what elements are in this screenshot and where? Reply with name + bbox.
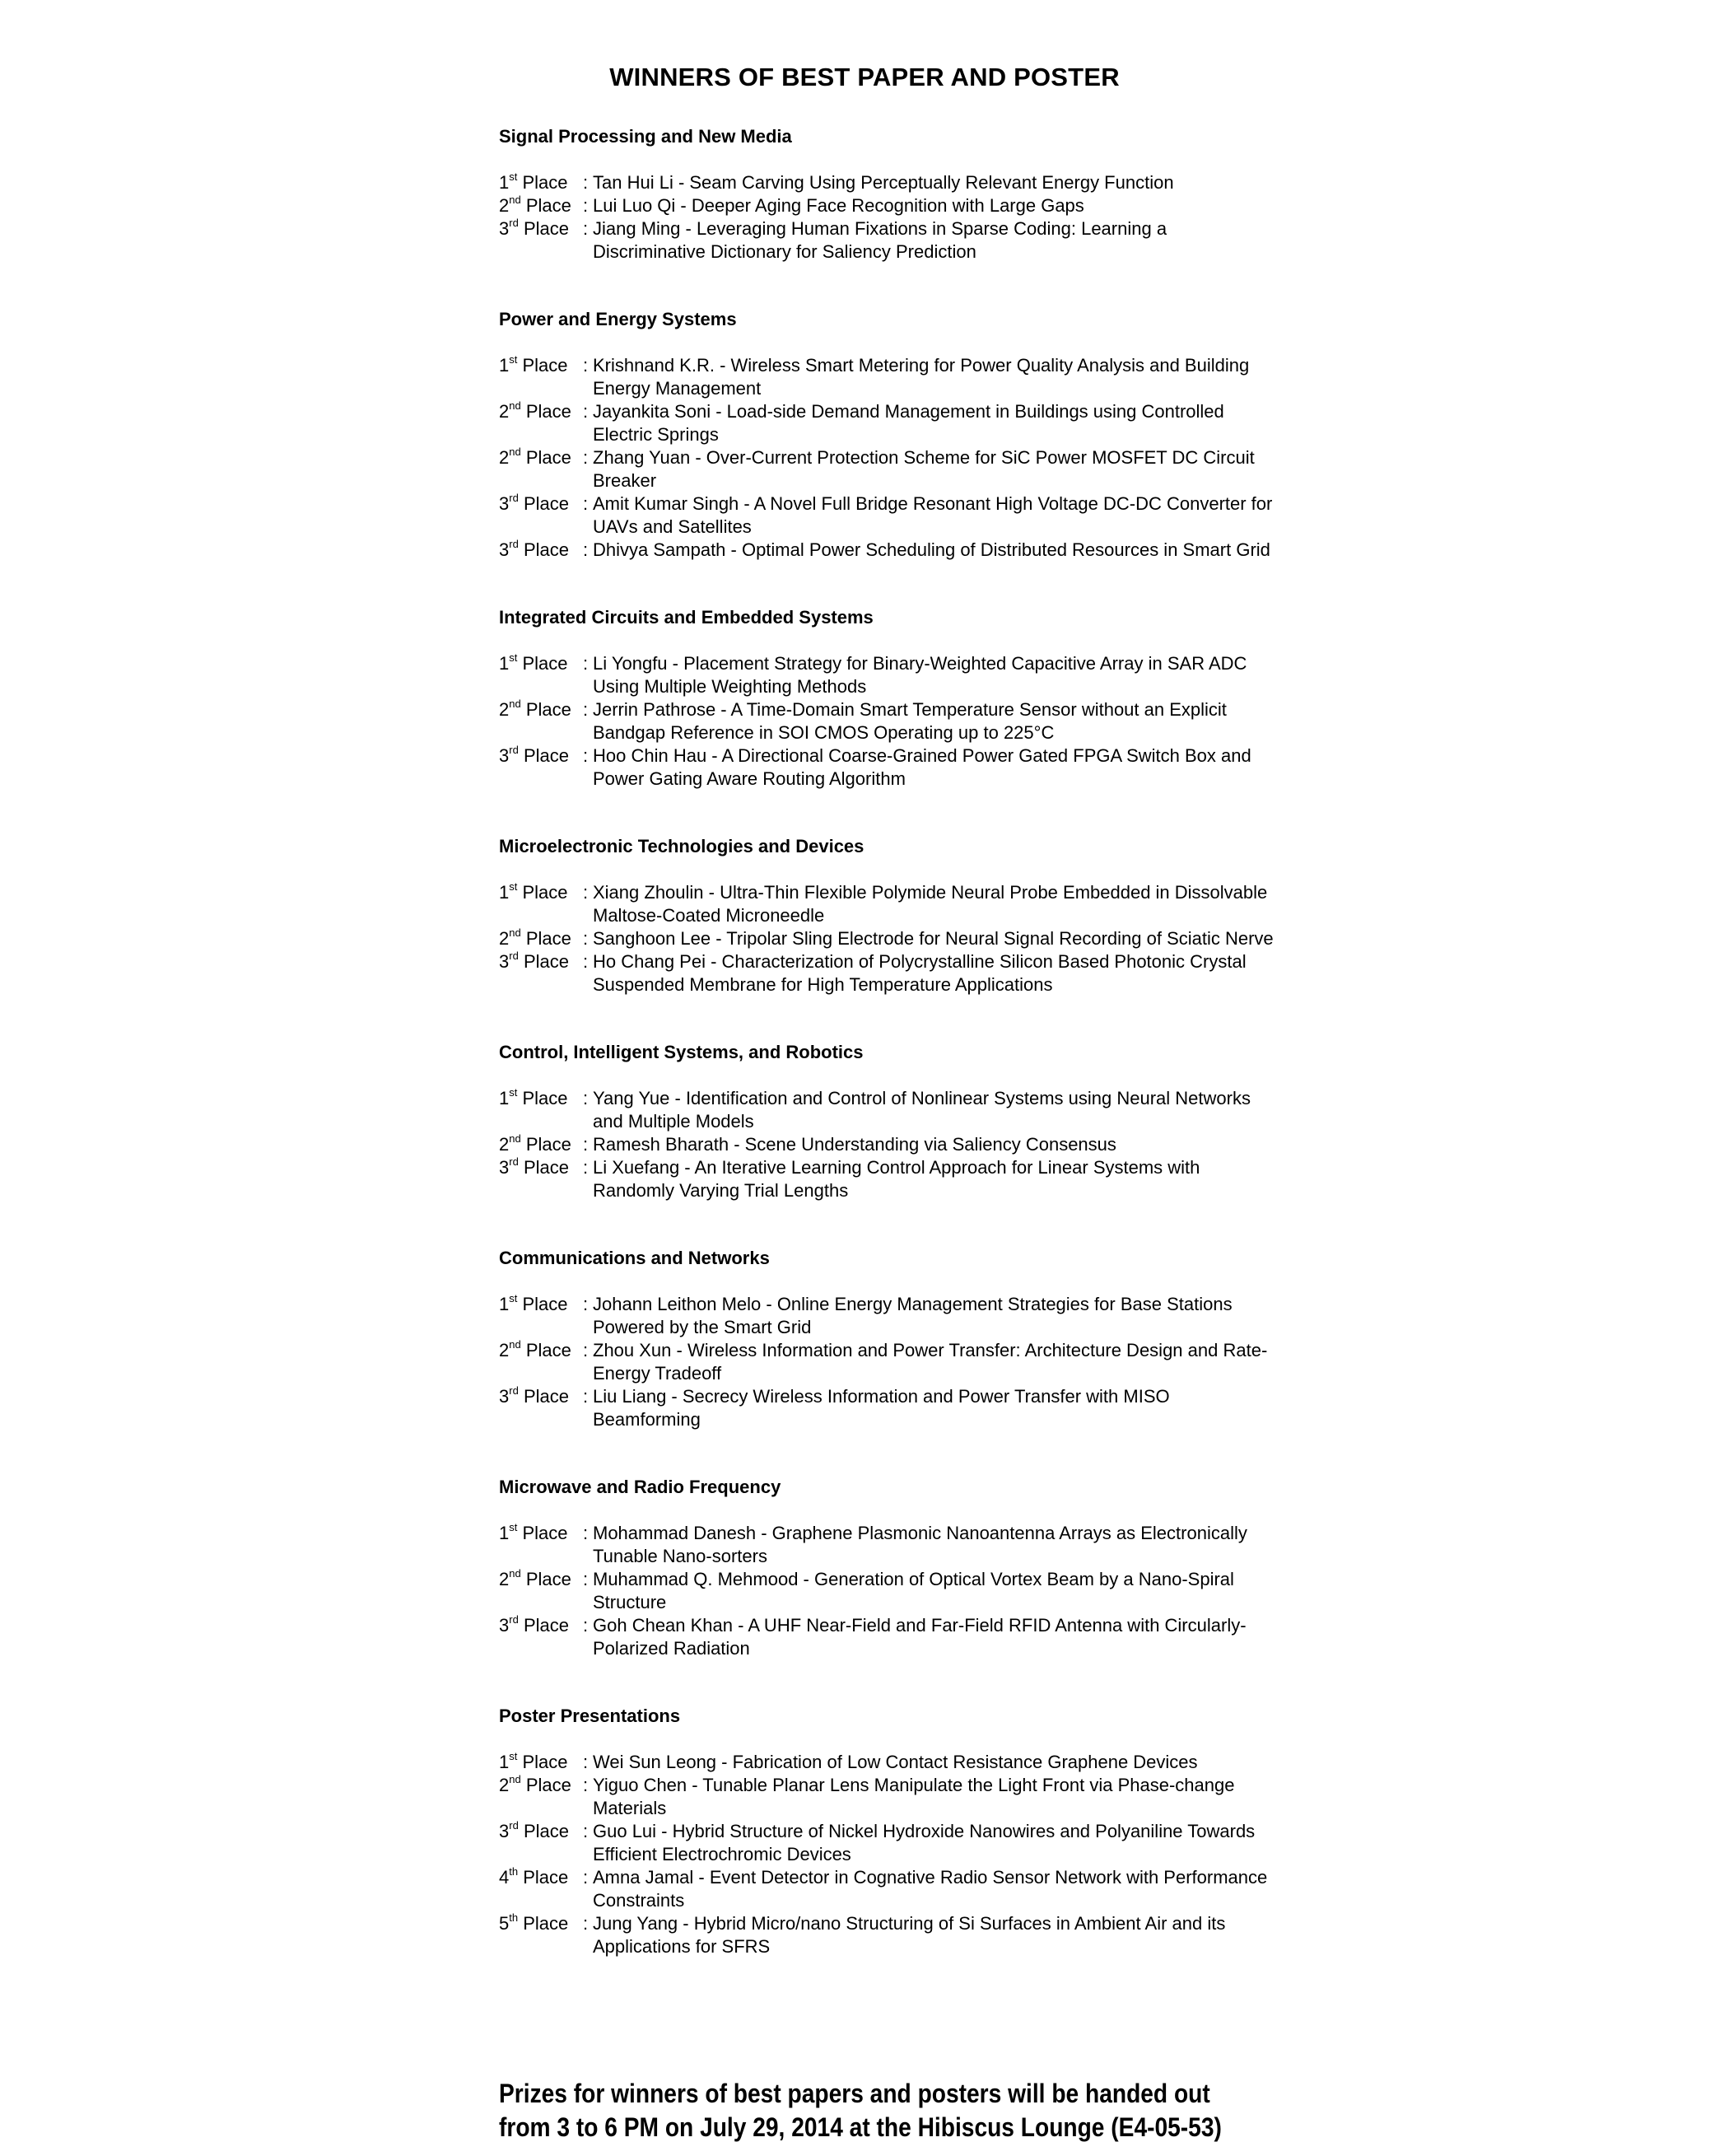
place-number: 1 (499, 355, 510, 376)
place-label (499, 1614, 583, 1660)
place-ordinal-suffix: nd (509, 1772, 521, 1785)
page-title: WINNERS OF BEST PAPER AND POSTER (609, 63, 1120, 91)
place-ordinal-suffix: st (509, 1291, 518, 1304)
separator-colon: : (583, 1821, 589, 1841)
separator-colon: : (583, 1569, 589, 1589)
place-word: Place (525, 1775, 571, 1795)
place-ordinal-suffix: rd (509, 537, 519, 550)
award-section (499, 1247, 1569, 1431)
place-ordinal-suffix: th (509, 1911, 519, 1924)
place-label (499, 1568, 583, 1614)
place-ordinal-suffix: rd (509, 1612, 519, 1626)
winner-and-paper-title: Krishnand K.R. - Wireless Smart Metering for Power Quality Analysis and Building Energy Management (593, 355, 1250, 399)
place-word: Place (523, 1867, 569, 1888)
section-title: Poster Presentations (499, 1706, 681, 1726)
award-entry (499, 744, 1569, 791)
section-title: Microwave and Radio Frequency (499, 1477, 781, 1497)
place-ordinal-suffix: rd (509, 743, 519, 756)
award-entry (499, 194, 1569, 217)
section-title: Communications and Networks (499, 1248, 770, 1268)
winner-and-paper-title: Lui Luo Qi - Deeper Aging Face Recognition with Large Gaps (593, 195, 1084, 216)
place-number: 3 (499, 1157, 510, 1178)
winner-and-paper-title: Liu Liang - Secrecy Wireless Information and Power Transfer with MISO Beamforming (593, 1386, 1170, 1430)
place-ordinal-suffix: nd (509, 1337, 521, 1351)
place-number: 2 (499, 699, 510, 720)
place-word: Place (523, 1821, 569, 1841)
place-label (499, 1820, 583, 1866)
place-label (499, 194, 583, 217)
award-entry (499, 950, 1569, 996)
place-label (499, 217, 583, 264)
place-label (499, 950, 583, 996)
award-entry (499, 881, 1569, 927)
place-word: Place (522, 1523, 568, 1543)
winner-and-paper-title: Jayankita Soni - Load-side Demand Management in Buildings using Controlled Electric Springs (593, 401, 1224, 445)
place-word: Place (522, 882, 568, 903)
place-word: Place (523, 1386, 569, 1407)
place-word: Place (522, 355, 568, 376)
award-entry (499, 1774, 1569, 1820)
place-word: Place (522, 1088, 568, 1108)
place-ordinal-suffix: nd (509, 926, 521, 939)
separator-colon: : (583, 1615, 589, 1636)
place-ordinal-suffix: nd (509, 697, 521, 710)
winner-and-paper-title: Tan Hui Li - Seam Carving Using Perceptually Relevant Energy Function (593, 172, 1174, 193)
award-entry (499, 171, 1569, 194)
winner-and-paper-title: Johann Leithon Melo - Online Energy Management Strategies for Base Stations Powered by the Smart Grid (593, 1294, 1233, 1337)
place-word: Place (523, 1615, 569, 1636)
award-entry (499, 698, 1569, 744)
award-entry (499, 1820, 1569, 1866)
place-ordinal-suffix: st (509, 352, 518, 366)
award-entry (499, 652, 1569, 698)
place-ordinal-suffix: nd (509, 1566, 521, 1580)
award-entry (499, 492, 1569, 539)
separator-colon: : (583, 1088, 589, 1108)
separator-colon: : (583, 1157, 589, 1178)
place-label (499, 1866, 583, 1912)
award-section (499, 125, 1569, 264)
separator-colon: : (583, 951, 589, 972)
place-label (499, 1087, 583, 1133)
section-title: Microelectronic Technologies and Devices (499, 836, 864, 856)
award-section (499, 1041, 1569, 1202)
place-number: 1 (499, 653, 510, 674)
place-word: Place (523, 539, 569, 560)
place-label (499, 446, 583, 492)
place-number: 4 (499, 1867, 510, 1888)
winners-list (499, 125, 1569, 2003)
place-word: Place (522, 172, 568, 193)
separator-colon: : (583, 172, 589, 193)
award-entry (499, 1522, 1569, 1568)
place-label (499, 1156, 583, 1202)
winner-and-paper-title: Li Xuefang - An Iterative Learning Control Approach for Linear Systems with Randomly Varying Trial Lengths (593, 1157, 1200, 1201)
place-word: Place (523, 493, 569, 514)
winner-and-paper-title: Mohammad Danesh - Graphene Plasmonic Nanoantenna Arrays as Electronically Tunable Nano-sorters (593, 1523, 1247, 1566)
place-number: 2 (499, 928, 510, 949)
place-label (499, 354, 583, 400)
award-entry (499, 1568, 1569, 1614)
place-ordinal-suffix: st (509, 170, 518, 183)
award-section (499, 1705, 1569, 1958)
place-word: Place (525, 195, 571, 216)
place-word: Place (525, 1340, 571, 1360)
place-label (499, 1912, 583, 1958)
separator-colon: : (583, 1867, 589, 1888)
place-ordinal-suffix: rd (509, 949, 519, 962)
winner-and-paper-title: Zhang Yuan - Over-Current Protection Scheme for SiC Power MOSFET DC Circuit Breaker (593, 447, 1255, 491)
place-number: 3 (499, 539, 510, 560)
place-number: 3 (499, 951, 510, 972)
separator-colon: : (583, 493, 589, 514)
place-number: 1 (499, 882, 510, 903)
place-number: 3 (499, 745, 510, 766)
award-entry (499, 539, 1569, 562)
winner-and-paper-title: Xiang Zhoulin - Ultra-Thin Flexible Polymide Neural Probe Embedded in Dissolvable Maltose-Coated Microneedle (593, 882, 1268, 926)
separator-colon: : (583, 745, 589, 766)
place-ordinal-suffix: rd (509, 216, 519, 229)
place-ordinal-suffix: nd (509, 445, 521, 458)
separator-colon: : (583, 1752, 589, 1772)
place-number: 2 (499, 195, 510, 216)
place-word: Place (525, 699, 571, 720)
place-number: 2 (499, 1775, 510, 1795)
place-number: 3 (499, 1615, 510, 1636)
place-word: Place (522, 1294, 568, 1314)
place-number: 2 (499, 1134, 510, 1155)
separator-colon: : (583, 653, 589, 674)
separator-colon: : (583, 195, 589, 216)
separator-colon: : (583, 1294, 589, 1314)
place-label (499, 1133, 583, 1156)
place-word: Place (523, 951, 569, 972)
place-number: 3 (499, 218, 510, 239)
award-entry (499, 1385, 1569, 1431)
place-ordinal-suffix: rd (509, 1384, 519, 1397)
separator-colon: : (583, 218, 589, 239)
separator-colon: : (583, 928, 589, 949)
place-word: Place (525, 1569, 571, 1589)
place-word: Place (523, 745, 569, 766)
place-ordinal-suffix: st (509, 880, 518, 893)
place-number: 3 (499, 1386, 510, 1407)
separator-colon: : (583, 1523, 589, 1543)
award-entry (499, 927, 1569, 950)
prize-notice (499, 2077, 1223, 2144)
separator-colon: : (583, 1134, 589, 1155)
place-number: 2 (499, 401, 510, 422)
winner-and-paper-title: Jung Yang - Hybrid Micro/nano Structuring of Si Surfaces in Ambient Air and its Applications for SFRS (593, 1913, 1226, 1957)
separator-colon: : (583, 1340, 589, 1360)
place-word: Place (523, 218, 569, 239)
winner-and-paper-title: Muhammad Q. Mehmood - Generation of Optical Vortex Beam by a Nano-Spiral Structure (593, 1569, 1234, 1612)
place-label (499, 1385, 583, 1431)
separator-colon: : (583, 447, 589, 468)
award-entry (499, 1614, 1569, 1660)
place-ordinal-suffix: th (509, 1864, 519, 1878)
separator-colon: : (583, 1913, 589, 1934)
prize-notice-line-1: Prizes for winners of best papers and posters will be handed out (499, 2079, 1210, 2108)
place-ordinal-suffix: rd (509, 1155, 519, 1168)
place-label (499, 539, 583, 562)
award-section (499, 1476, 1569, 1660)
place-word: Place (525, 401, 571, 422)
award-entry (499, 1133, 1569, 1156)
award-section (499, 606, 1569, 791)
place-ordinal-suffix: rd (509, 491, 519, 504)
award-entry (499, 446, 1569, 492)
place-number: 1 (499, 1523, 510, 1543)
place-label (499, 1522, 583, 1568)
place-label (499, 881, 583, 927)
place-label (499, 171, 583, 194)
place-label (499, 1339, 583, 1385)
place-word: Place (525, 447, 571, 468)
winner-and-paper-title: Sanghoon Lee - Tripolar Sling Electrode for Neural Signal Recording of Sciatic Nerve (593, 928, 1274, 949)
place-label (499, 400, 583, 446)
place-label (499, 698, 583, 744)
place-word: Place (523, 1157, 569, 1178)
place-number: 1 (499, 1294, 510, 1314)
place-label (499, 744, 583, 791)
place-number: 1 (499, 1752, 510, 1772)
place-ordinal-suffix: st (509, 1520, 518, 1533)
winner-and-paper-title: Amna Jamal - Event Detector in Cognative Radio Sensor Network with Performance Constraints (593, 1867, 1268, 1911)
winner-and-paper-title: Jiang Ming - Leveraging Human Fixations in Sparse Coding: Learning a Discriminative Dictionary for Saliency Prediction (593, 218, 1167, 262)
place-label (499, 1751, 583, 1774)
separator-colon: : (583, 355, 589, 376)
place-ordinal-suffix: nd (509, 193, 521, 206)
award-entry (499, 1293, 1569, 1339)
winner-and-paper-title: Hoo Chin Hau - A Directional Coarse-Grained Power Gated FPGA Switch Box and Power Gating Aware Routing Algorithm (593, 745, 1251, 789)
place-number: 3 (499, 1821, 510, 1841)
place-ordinal-suffix: nd (509, 399, 521, 412)
award-entry (499, 1751, 1569, 1774)
award-entry (499, 354, 1569, 400)
place-number: 5 (499, 1913, 510, 1934)
place-ordinal-suffix: st (509, 1749, 518, 1762)
winner-and-paper-title: Jerrin Pathrose - A Time-Domain Smart Temperature Sensor without an Explicit Bandgap Reference in SOI CMOS Operating up to 225°C (593, 699, 1227, 743)
place-label (499, 652, 583, 698)
place-number: 2 (499, 1569, 510, 1589)
award-section (499, 835, 1569, 996)
place-word: Place (522, 1752, 568, 1772)
winner-and-paper-title: Amit Kumar Singh - A Novel Full Bridge Resonant High Voltage DC-DC Converter for UAVs and Satellites (593, 493, 1273, 537)
separator-colon: : (583, 1775, 589, 1795)
place-word: Place (525, 928, 571, 949)
place-label (499, 492, 583, 539)
winner-and-paper-title: Dhivya Sampath - Optimal Power Scheduling of Distributed Resources in Smart Grid (593, 539, 1270, 560)
place-word: Place (523, 1913, 569, 1934)
place-number: 1 (499, 1088, 510, 1108)
award-entry (499, 217, 1569, 264)
separator-colon: : (583, 401, 589, 422)
place-ordinal-suffix: nd (509, 1132, 521, 1145)
winner-and-paper-title: Zhou Xun - Wireless Information and Power Transfer: Architecture Design and Rate-Energy Tradeoff (593, 1340, 1268, 1384)
place-ordinal-suffix: st (509, 651, 518, 664)
place-ordinal-suffix: st (509, 1085, 518, 1099)
place-number: 3 (499, 493, 510, 514)
place-word: Place (522, 653, 568, 674)
award-entry (499, 1866, 1569, 1912)
prize-notice-line-2: from 3 to 6 PM on July 29, 2014 at the Hibiscus Lounge (E4-05-53) (499, 2112, 1222, 2142)
place-label (499, 1774, 583, 1820)
place-label (499, 927, 583, 950)
separator-colon: : (583, 1386, 589, 1407)
winner-and-paper-title: Yang Yue - Identification and Control of Nonlinear Systems using Neural Networks and Multiple Models (593, 1088, 1251, 1132)
section-title: Power and Energy Systems (499, 309, 737, 329)
winner-and-paper-title: Wei Sun Leong - Fabrication of Low Contact Resistance Graphene Devices (593, 1752, 1198, 1772)
place-label (499, 1293, 583, 1339)
section-title: Control, Intelligent Systems, and Robotics (499, 1042, 864, 1062)
award-section (499, 308, 1569, 562)
place-word: Place (525, 1134, 571, 1155)
award-entry (499, 1912, 1569, 1958)
place-number: 1 (499, 172, 510, 193)
separator-colon: : (583, 699, 589, 720)
winner-and-paper-title: Yiguo Chen - Tunable Planar Lens Manipulate the Light Front via Phase-change Materials (593, 1775, 1235, 1818)
place-number: 2 (499, 447, 510, 468)
place-number: 2 (499, 1340, 510, 1360)
award-entry (499, 1087, 1569, 1133)
section-title: Integrated Circuits and Embedded Systems (499, 607, 874, 628)
winner-and-paper-title: Goh Chean Khan - A UHF Near-Field and Far-Field RFID Antenna with Circularly-Polarized Radiation (593, 1615, 1247, 1659)
section-title: Signal Processing and New Media (499, 126, 792, 147)
place-ordinal-suffix: rd (509, 1818, 519, 1832)
winner-and-paper-title: Ramesh Bharath - Scene Understanding via Saliency Consensus (593, 1134, 1116, 1155)
award-entry (499, 400, 1569, 446)
award-entry (499, 1156, 1569, 1202)
separator-colon: : (583, 539, 589, 560)
winner-and-paper-title: Ho Chang Pei - Characterization of Polycrystalline Silicon Based Photonic Crystal Suspended Membrane for High Temperature Applications (593, 951, 1247, 995)
winner-and-paper-title: Li Yongfu - Placement Strategy for Binary-Weighted Capacitive Array in SAR ADC Using Multiple Weighting Methods (593, 653, 1247, 697)
winner-and-paper-title: Guo Lui - Hybrid Structure of Nickel Hydroxide Nanowires and Polyaniline Towards Efficient Electrochromic Devices (593, 1821, 1256, 1864)
award-entry (499, 1339, 1569, 1385)
separator-colon: : (583, 882, 589, 903)
